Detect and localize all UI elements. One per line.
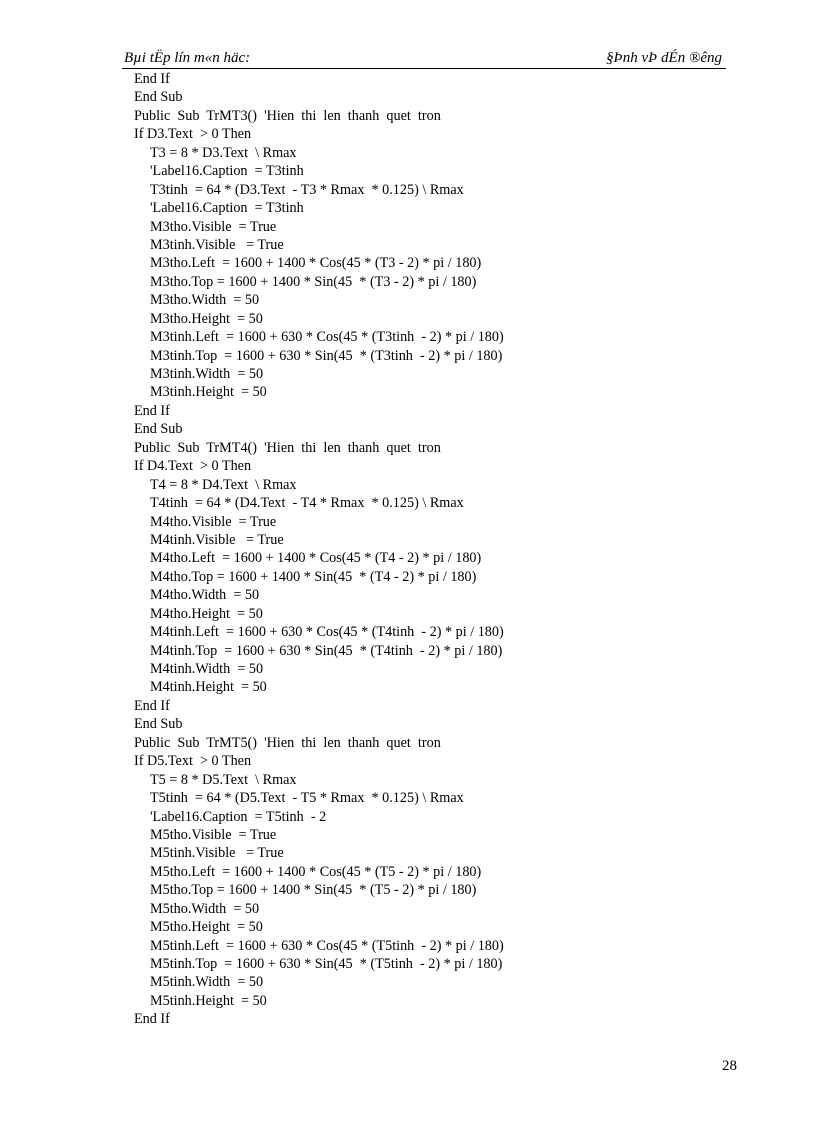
code-line: M5tho.Left = 1600 + 1400 * Cos(45 * (T5 - 2) * pi / 180) [150,863,482,880]
code-line: End Sub [134,89,183,106]
code-line: M5tinh.Left = 1600 + 630 * Cos(45 * (T5tinh - 2) * pi / 180) [150,937,504,954]
code-line: M3tinh.Visible = True [150,236,284,253]
code-line: M4tinh.Height = 50 [150,679,267,696]
code-line: Public Sub TrMT3() 'Hien thi len thanh quet tron [134,107,441,124]
code-line: M4tho.Height = 50 [150,605,263,622]
code-line: M5tho.Height = 50 [150,919,263,936]
code-line: If D5.Text > 0 Then [134,753,252,770]
code-line: M5tinh.Visible = True [150,845,284,862]
code-line: M3tinh.Width = 50 [150,366,264,382]
code-line: M5tinh.Height = 50 [150,992,267,1009]
code-line: M3tho.Left = 1600 + 1400 * Cos(45 * (T3 - 2) * pi / 180) [150,255,482,272]
code-line: 'Label16.Caption = T3tinh [150,163,304,180]
header-course-title: Bµi tËp lín m«n häc: [124,50,251,66]
code-line: If D3.Text > 0 Then [134,126,252,143]
code-line: 'Label16.Caption = T3tinh [150,200,304,217]
code-line: M4tho.Left = 1600 + 1400 * Cos(45 * (T4 - 2) * pi / 180) [150,550,482,567]
code-line: T5 = 8 * D5.Text \ Rmax [150,771,297,788]
code-line: End If [134,71,170,87]
code-line: If D4.Text > 0 Then [134,458,252,475]
code-line: End If [134,1011,170,1028]
code-line: End Sub [134,716,183,733]
code-line: M4tho.Visible = True [150,513,277,530]
code-line: M4tinh.Top = 1600 + 630 * Sin(45 * (T4tinh - 2) * pi / 180) [150,642,503,659]
code-line: M3tinh.Height = 50 [150,384,267,401]
code-line: M4tho.Top = 1600 + 1400 * Sin(45 * (T4 - 2) * pi / 180) [150,568,477,585]
code-line: M3tho.Top = 1600 + 1400 * Sin(45 * (T3 - 2) * pi / 180) [150,273,477,290]
code-line: M3tho.Width = 50 [150,292,260,309]
code-line: T4tinh = 64 * (D4.Text - T4 * Rmax * 0.125) \ Rmax [150,495,464,512]
code-line: M5tho.Width = 50 [150,900,260,917]
code-line: T4 = 8 * D4.Text \ Rmax [150,476,297,493]
code-line: T3tinh = 64 * (D3.Text - T3 * Rmax * 0.125) \ Rmax [150,181,464,198]
code-line: M3tinh.Top = 1600 + 630 * Sin(45 * (T3tinh - 2) * pi / 180) [150,347,503,364]
code-line: M3tinh.Left = 1600 + 630 * Cos(45 * (T3tinh - 2) * pi / 180) [150,329,504,346]
code-line: M4tho.Width = 50 [150,587,260,604]
page-header [122,50,726,69]
code-line: M5tinh.Top = 1600 + 630 * Sin(45 * (T5tinh - 2) * pi / 180) [150,956,503,972]
code-line: End If [134,697,170,714]
code-line: T5tinh = 64 * (D5.Text - T5 * Rmax * 0.125) \ Rmax [150,790,464,807]
code-line: T3 = 8 * D3.Text \ Rmax [150,144,297,161]
code-line: End If [134,402,170,419]
code-line: M4tinh.Width = 50 [150,661,264,677]
code-line: End Sub [134,421,183,438]
code-line: M5tinh.Width = 50 [150,974,264,991]
page-number: 28 [722,1058,737,1074]
code-line: M4tinh.Visible = True [150,531,284,548]
code-line: M4tinh.Left = 1600 + 630 * Cos(45 * (T4tinh - 2) * pi / 180) [150,624,504,641]
code-line: M3tho.Height = 50 [150,310,263,327]
code-line: 'Label16.Caption = T5tinh - 2 [150,808,327,825]
code-line: M5tho.Top = 1600 + 1400 * Sin(45 * (T5 - 2) * pi / 180) [150,882,477,899]
code-line: Public Sub TrMT4() 'Hien thi len thanh quet tron [134,439,441,456]
code-listing [134,70,734,1029]
code-line: M5tho.Visible = True [150,826,277,843]
header-topic-title: §Þnh vÞ dÉn ®êng [606,50,722,66]
code-line: M3tho.Visible = True [150,218,277,235]
code-line: Public Sub TrMT5() 'Hien thi len thanh quet tron [134,734,441,751]
